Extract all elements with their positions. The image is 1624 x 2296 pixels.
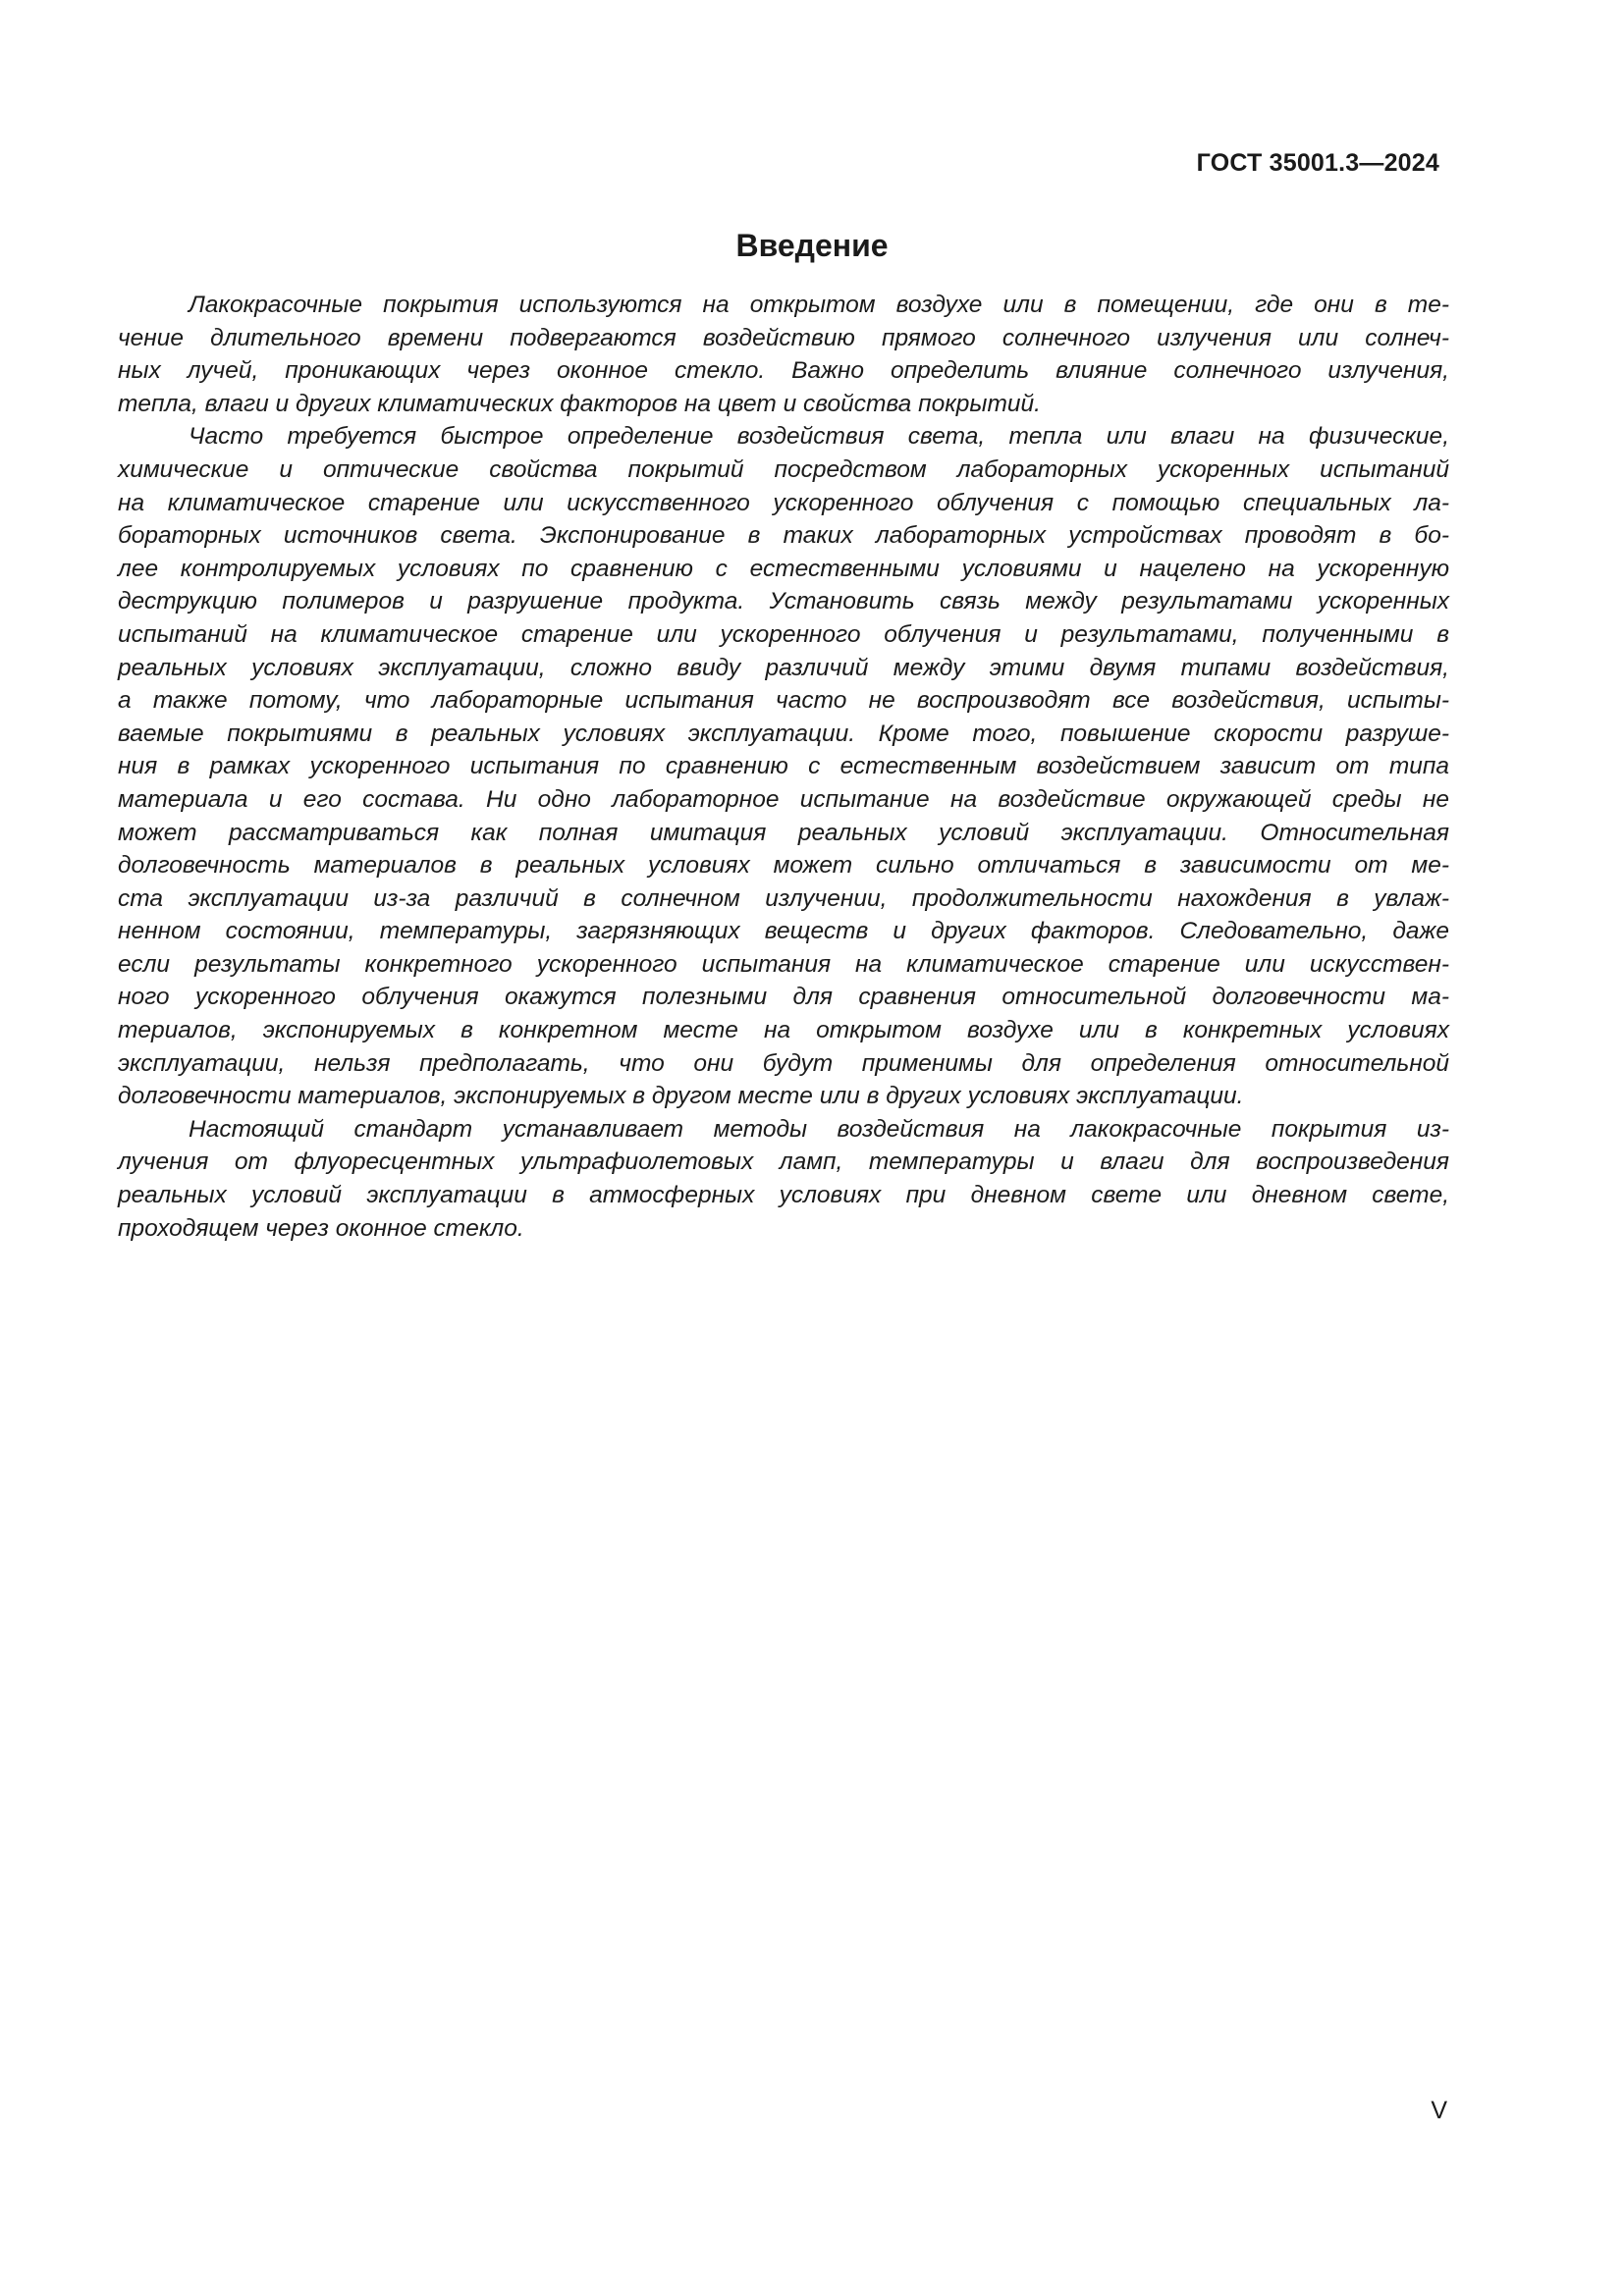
paragraph bbox=[118, 1113, 1449, 1245]
paragraph-line: деструкцию полимеров и разрушение продукта. Установить связь между результатами ускоренных bbox=[118, 588, 1449, 615]
paragraph-line: химические и оптические свойства покрытий посредством лабораторных ускоренных испытаний bbox=[118, 455, 1449, 483]
paragraph-line: если результаты конкретного ускоренного испытания на климатическое старение или искусствен- bbox=[118, 950, 1449, 978]
paragraph-line: реальных условий эксплуатации в атмосферных условиях при дневном свете или дневном свете, bbox=[118, 1182, 1449, 1209]
paragraph-line: лее контролируемых условиях по сравнению с естественными условиями и нацелено на ускоренную bbox=[118, 555, 1449, 582]
paragraph-line: Часто требуется быстрое определение воздействия света, тепла или влаги на физические, bbox=[189, 423, 1449, 451]
body-text bbox=[118, 289, 1449, 1245]
paragraph-line: может рассматриваться как полная имитация реальных условий эксплуатации. Относительная bbox=[118, 819, 1449, 846]
page-title: Введение bbox=[735, 228, 889, 263]
paragraph-line: ненном состоянии, температуры, загрязняющих веществ и других факторов. Следовательно, даже bbox=[118, 918, 1449, 945]
paragraph bbox=[118, 420, 1449, 1112]
paragraph-line: эксплуатации, нельзя предполагать, что они будут применимы для определения относительной bbox=[118, 1049, 1449, 1077]
paragraph-line: бораторных источников света. Экспонирование в таких лабораторных устройствах проводят в бо- bbox=[118, 522, 1449, 550]
paragraph-line: чение длительного времени подвергаются воздействию прямого солнечного излучения или солнеч- bbox=[118, 324, 1449, 351]
paragraph-line: проходящем через оконное стекло. bbox=[118, 1214, 524, 1242]
document-code: ГОСТ 35001.3—2024 bbox=[1196, 149, 1439, 177]
paragraph-line: ного ускоренного облучения окажутся полезными для сравнения относительной долговечности ма- bbox=[118, 984, 1449, 1011]
paragraph-line: долговечности материалов, экспонируемых в другом месте или в других условиях эксплуатации. bbox=[118, 1083, 1244, 1110]
paragraph-line: реальных условиях эксплуатации, сложно ввиду различий между этими двумя типами воздействия, bbox=[118, 654, 1449, 681]
paragraph-line: ния в рамках ускоренного испытания по сравнению с естественным воздействием зависит от типа bbox=[118, 753, 1449, 780]
paragraph-line: а также потому, что лабораторные испытания часто не воспроизводят все воздействия, испыты- bbox=[118, 687, 1449, 715]
paragraph-line: на климатическое старение или искусственного ускоренного облучения с помощью специальных ла- bbox=[118, 489, 1449, 516]
paragraph-line: лучения от флуоресцентных ультрафиолетовых ламп, температуры и влаги для воспроизведения bbox=[118, 1148, 1449, 1176]
page-number: V bbox=[1431, 2097, 1447, 2124]
paragraph-line: материала и его состава. Ни одно лабораторное испытание на воздействие окружающей среды не bbox=[118, 785, 1449, 813]
paragraph-line: ваемые покрытиями в реальных условиях эксплуатации. Кроме того, повышение скорости разруше- bbox=[118, 720, 1449, 747]
paragraph-line: ста эксплуатации из-за различий в солнечном излучении, продолжительности нахождения в увлаж- bbox=[118, 884, 1449, 912]
paragraph-line: долговечность материалов в реальных условиях может сильно отличаться в зависимости от ме- bbox=[118, 852, 1449, 880]
paragraph bbox=[118, 289, 1449, 420]
paragraph-line: тепла, влаги и других климатических факторов на цвет и свойства покрытий. bbox=[118, 390, 1041, 417]
paragraph-line: териалов, экспонируемых в конкретном месте на открытом воздухе или в конкретных условиях bbox=[118, 1017, 1449, 1044]
paragraph-line: ных лучей, проникающих через оконное стекло. Важно определить влияние солнечного излучения, bbox=[118, 357, 1449, 385]
paragraph-line: Настоящий стандарт устанавливает методы воздействия на лакокрасочные покрытия из- bbox=[189, 1115, 1449, 1143]
paragraph-line: испытаний на климатическое старение или ускоренного облучения и результатами, полученными в bbox=[118, 620, 1449, 648]
paragraph-line: Лакокрасочные покрытия используются на открытом воздухе или в помещении, где они в те- bbox=[189, 292, 1449, 318]
